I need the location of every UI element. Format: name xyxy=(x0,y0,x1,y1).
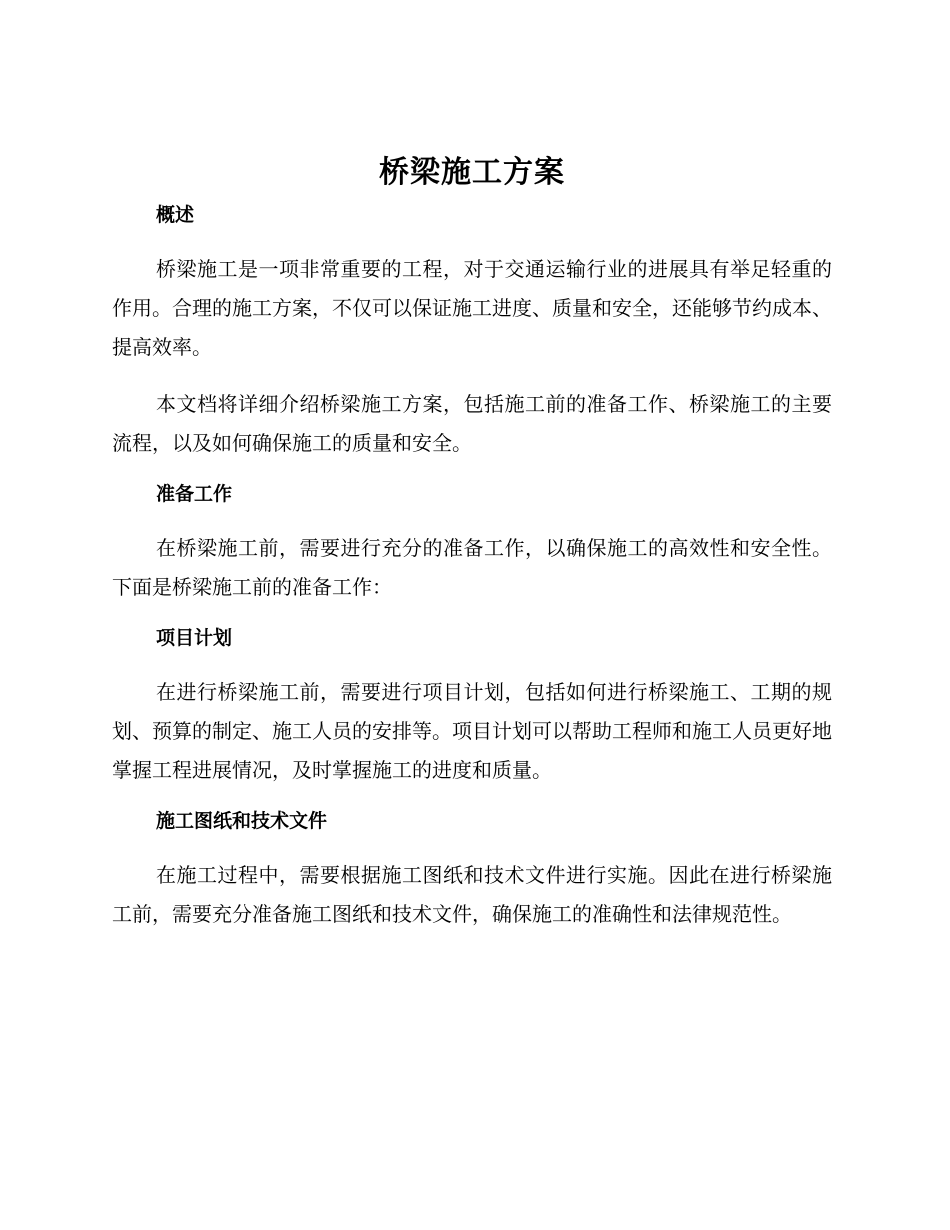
overview-paragraph-1: 桥梁施工是一项非常重要的工程，对于交通运输行业的进展具有举足轻重的作用。合理的施工方案，不仅可以保证施工进度、质量和安全，还能够节约成本、提高效率。 xyxy=(112,257,832,359)
document-body xyxy=(112,152,832,934)
project-plan-paragraph: 在进行桥梁施工前，需要进行项目计划，包括如何进行桥梁施工、工期的规划、预算的制定、施工人员的安排等。项目计划可以帮助工程师和施工人员更好地掌握工程进展情况，及时掌握施工的进度和质量。 xyxy=(112,680,832,782)
preparation-paragraph: 在桥梁施工前，需要进行充分的准备工作，以确保施工的高效性和安全性。下面是桥梁施工前的准备工作： xyxy=(112,536,832,599)
drawings-paragraph: 在施工过程中，需要根据施工图纸和技术文件进行实施。因此在进行桥梁施工前，需要充分准备施工图纸和技术文件，确保施工的准确性和法律规范性。 xyxy=(112,863,832,926)
section-heading-overview: 概述 xyxy=(156,204,195,226)
section-heading-drawings: 施工图纸和技术文件 xyxy=(156,810,328,832)
page-title: 桥梁施工方案 xyxy=(379,155,565,190)
overview-paragraph-2: 本文档将详细介绍桥梁施工方案，包括施工前的准备工作、桥梁施工的主要流程，以及如何确保施工的质量和安全。 xyxy=(112,392,832,455)
section-heading-project-plan: 项目计划 xyxy=(156,627,233,649)
section-heading-preparation: 准备工作 xyxy=(156,483,233,505)
